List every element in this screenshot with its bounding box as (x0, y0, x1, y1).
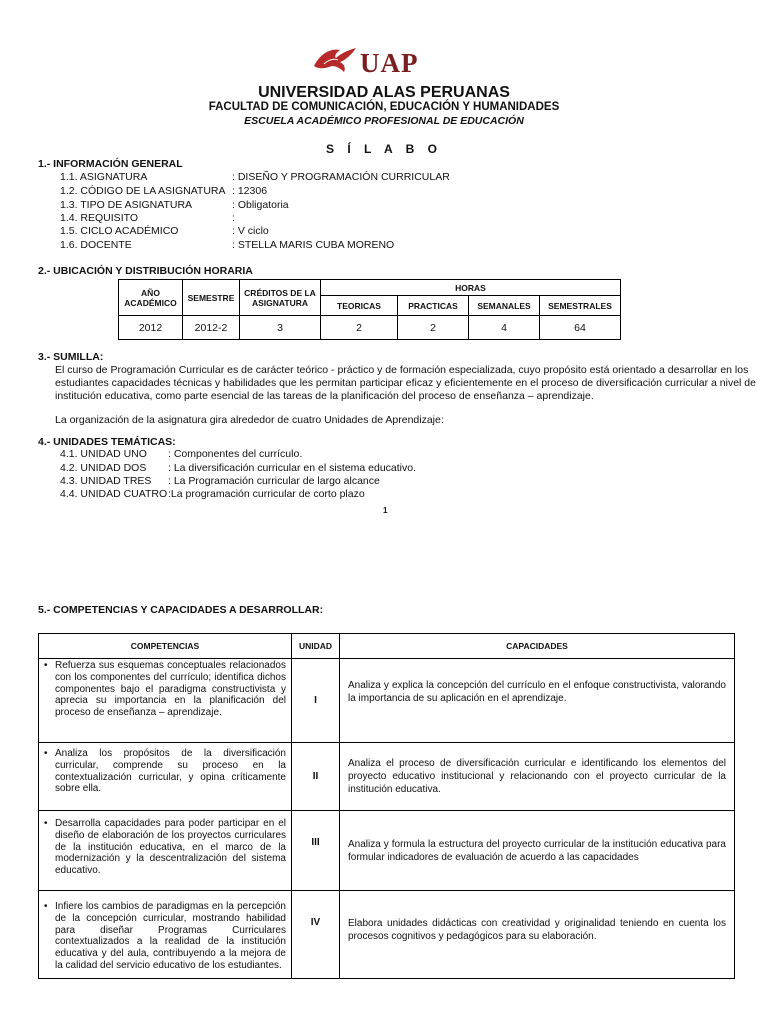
unit-row: 4.3. UNIDAD TRES : La Programación curricular de largo alcance (60, 475, 380, 487)
competencies-table (38, 633, 735, 979)
header-creditos: CRÉDITOS DE LA ASIGNATURA (240, 280, 321, 316)
document-title: S Í L A B O (326, 142, 442, 156)
capacidad-cell: Analiza y formula la estructura del proyecto curricular de la institución educativa para formular indicadores de evaluación de acuerdo a las capacidades (340, 811, 735, 891)
unit-row: 4.1. UNIDAD UNO : Componentes del currículo. (60, 448, 303, 460)
header-anio: AÑO ACADÉMICO (119, 280, 183, 316)
competencia-cell: • Desarrolla capacidades para poder participar en el diseño de elaboración de los proyectos curriculares de la institución educativa, en el marco de la modernización y la descentralización del sistema educativo. (39, 811, 292, 891)
faculty-name: FACULTAD DE COMUNICACIÓN, EDUCACIÓN Y HUMANIDADES (208, 101, 560, 113)
competencia-cell: • Infiere los cambios de paradigmas en la percepción de la concepción curricular, mostrando habilidad para diseñar Programas Curriculares contextualizados a la realidad de la institución educativa y del aula, contribuyendo a la mejora de la calidad del servicio educativo de los estudiantes. (39, 891, 292, 979)
section-2-title: 2.- UBICACIÓN Y DISTRIBUCIÓN HORARIA (38, 265, 253, 277)
value-semestre: 2012-2 (183, 316, 240, 340)
value-semestrales: 64 (540, 316, 621, 340)
general-info-row: 1.1. ASIGNATURA : DISEÑO Y PROGRAMACIÓN CURRICULAR (60, 171, 450, 183)
section-5-title: 5.- COMPETENCIAS Y CAPACIDADES A DESARROLLAR: (38, 604, 324, 616)
page-number: 1 (383, 506, 388, 515)
table-row (39, 659, 735, 743)
unit-row: 4.2. UNIDAD DOS : La diversificación curricular en el sistema educativo. (60, 462, 417, 474)
general-info-row: 1.4. REQUISITO : (60, 212, 235, 224)
capacidad-cell: Analiza y explica la concepción del currículo en el enfoque constructivista, valorando la importancia de su aplicación en el aprendizaje. (340, 659, 735, 743)
university-name: UNIVERSIDAD ALAS PERUANAS (258, 84, 510, 101)
unit-row: 4.4. UNIDAD CUATRO:La programación curricular de corto plazo (60, 488, 365, 500)
value-practicas: 2 (398, 316, 469, 340)
sumilla-paragraph-2: La organización de la asignatura gira alrededor de cuatro Unidades de Aprendizaje: (55, 414, 444, 426)
header-capacidades: CAPACIDADES (340, 634, 735, 659)
value-creditos: 3 (240, 316, 321, 340)
value-teoricas: 2 (321, 316, 398, 340)
table-row (39, 891, 735, 979)
header-semestre: SEMESTRE (183, 280, 240, 316)
uap-eagle-logo-icon (310, 44, 360, 76)
unidad-cell: III (292, 811, 340, 891)
header-competencias: COMPETENCIAS (39, 634, 292, 659)
unidad-cell: II (292, 743, 340, 811)
value-anio: 2012 (119, 316, 183, 340)
header-unidad: UNIDAD (292, 634, 340, 659)
header-semanales: SEMANALES (469, 296, 540, 316)
capacidad-cell: Elabora unidades didácticas con creatividad y originalidad teniendo en cuenta los procesos cognitivos y pedagógicos para su elaboración. (340, 891, 735, 979)
logo-text: UAP (360, 48, 419, 78)
header-semestrales: SEMESTRALES (540, 296, 621, 316)
sumilla-line: institución educativa, como parte esencial de las tareas de la planificación del proceso de enseñanza – aprendizaje. (55, 390, 594, 402)
section-3-title: 3.- SUMILLA: (38, 351, 104, 363)
sumilla-line: estudiantes capacidades técnicas y habilidades que les permitan participar eficaz y eficientemente en el proceso de diversificación curricular a nivel de (55, 377, 756, 389)
value-semanales: 4 (469, 316, 540, 340)
sumilla-line: El curso de Programación Curricular es de carácter teórico - práctico y de formación especializada, cuyo propósito está orientado a desarrollar en los (55, 364, 749, 376)
general-info-row: 1.2. CÓDIGO DE LA ASIGNATURA : 12306 (60, 185, 268, 197)
header-teoricas: TEORICAS (321, 296, 398, 316)
table-row (39, 811, 735, 891)
competencia-cell: • Analiza los propósitos de la diversificación curricular, comprende su proceso en la contextualización curricular, y opina críticamente sobre ella. (39, 743, 292, 811)
header-horas: HORAS (321, 280, 621, 296)
capacidad-cell: Analiza el proceso de diversificación curricular e identificando los elementos del proyecto educativo institucional y relacionando con el proyecto curricular de la institución educativa. (340, 743, 735, 811)
general-info-row: 1.6. DOCENTE : STELLA MARIS CUBA MORENO (60, 239, 395, 251)
school-name: ESCUELA ACADÉMICO PROFESIONAL DE EDUCACIÓN (244, 115, 524, 127)
general-info-row: 1.5. CICLO ACADÉMICO : V ciclo (60, 225, 269, 237)
section-1-title: 1.- INFORMACIÓN GENERAL (38, 158, 183, 170)
section-4-title: 4.- UNIDADES TEMÁTICAS: (38, 436, 176, 448)
header-practicas: PRACTICAS (398, 296, 469, 316)
general-info-row: 1.3. TIPO DE ASIGNATURA : Obligatoria (60, 199, 289, 211)
competencia-cell: • Refuerza sus esquemas conceptuales relacionados con los componentes del currículo; identifica dichos componentes bajo el paradigma constructivista y aprecia su importancia en la planificación del proceso de enseñanza – aprendizaje. (39, 659, 292, 743)
unidad-cell: IV (292, 891, 340, 979)
schedule-table (118, 279, 621, 340)
table-row (39, 743, 735, 811)
unidad-cell: I (292, 659, 340, 743)
